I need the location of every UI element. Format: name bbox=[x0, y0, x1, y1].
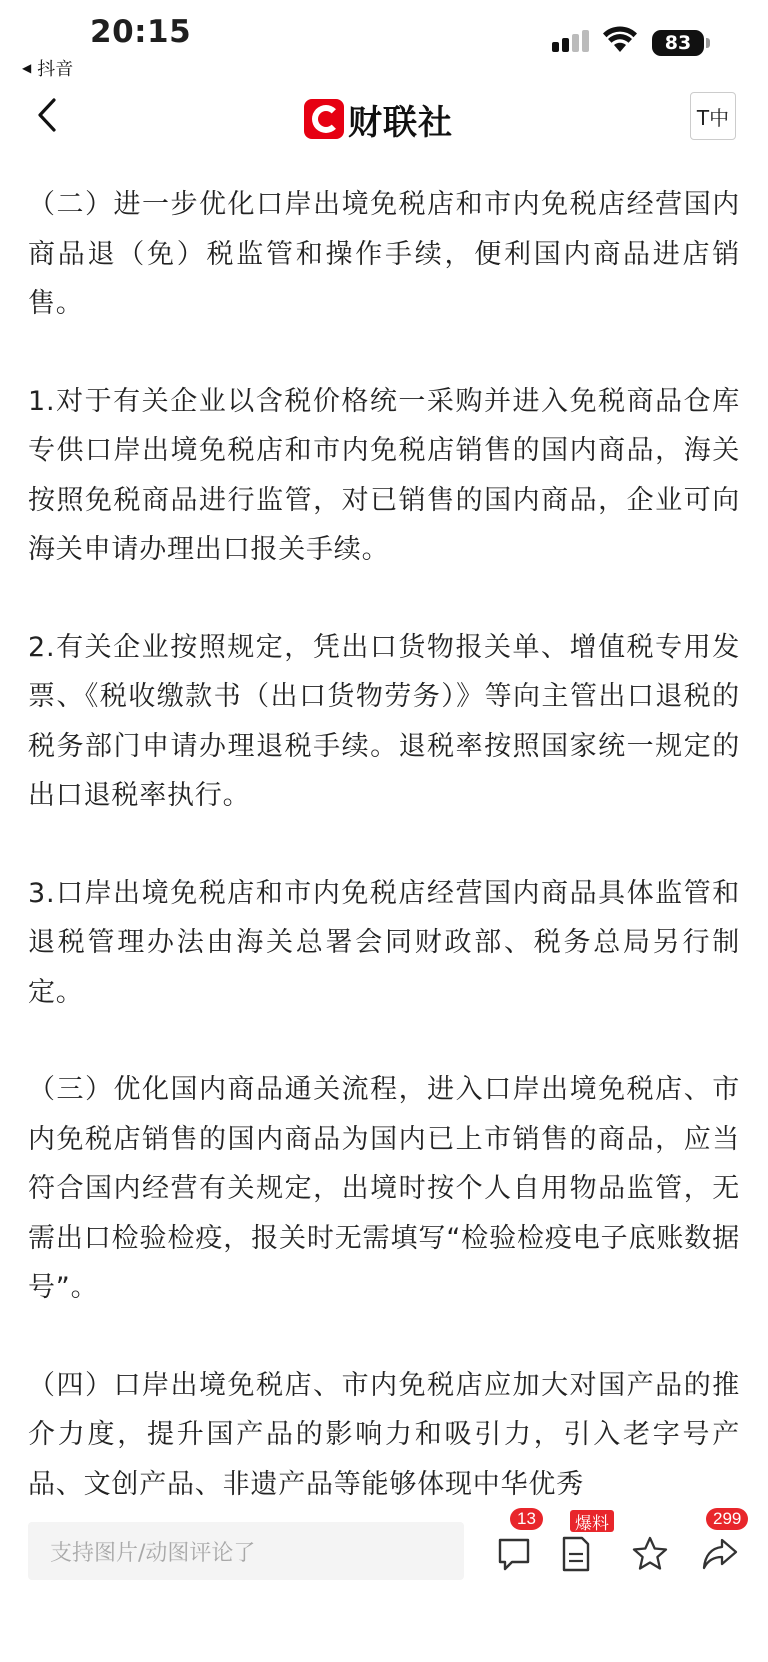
share-count-badge: 299 bbox=[706, 1508, 748, 1530]
logo-text: 财联社 bbox=[348, 102, 453, 143]
back-arrow-icon[interactable] bbox=[34, 96, 64, 134]
font-size-button[interactable]: T中 bbox=[690, 92, 736, 140]
back-to-app-button[interactable] bbox=[22, 55, 73, 81]
article-paragraph: 2.有关企业按照规定，凭出口货物报关单、增值税专用发票、《税收缴款书（出口货物劳务）》等向主管出口退税的税务部门申请办理退税手续。退税率按照国家统一规定的出口退税率执行。 bbox=[28, 631, 740, 811]
article-paragraph: 1.对于有关企业以含税价格统一采购并进入免税商品仓库专供口岸出境免税店和市内免税店销售的国内商品，海关按照免税商品进行监管，对已销售的国内商品，企业可向海关申请办理出口报关手续。 bbox=[28, 385, 740, 565]
wifi-icon bbox=[602, 26, 638, 54]
battery-nub bbox=[706, 38, 710, 48]
comment-icon[interactable] bbox=[494, 1534, 534, 1574]
comment-count-badge: 13 bbox=[510, 1508, 543, 1530]
favorite-star-icon[interactable] bbox=[630, 1534, 670, 1574]
app-logo bbox=[304, 98, 453, 143]
article-paragraph: （四）口岸出境免税店、市内免税店应加大对国产品的推介力度，提升国产品的影响力和吸引力，引入老字号产品、文创产品、非遗产品等能够体现中华优秀 bbox=[28, 1369, 740, 1500]
back-triangle-icon: ◀ bbox=[22, 61, 32, 75]
article-paragraph: （三）优化国内商品通关流程，进入口岸出境免税店、市内免税店销售的国内商品为国内已上市销售的商品，应当符合国内经营有关规定，出境时按个人自用物品监管，无需出口检验检疫，报关时无需填写“检验检疫电子底账数据号”。 bbox=[28, 1074, 740, 1303]
share-icon[interactable] bbox=[700, 1534, 740, 1574]
article-paragraph: （二）进一步优化口岸出境免税店和市内免税店经营国内商品退（免）税监管和操作手续，便利国内商品进店销售。 bbox=[28, 189, 740, 319]
status-time: 20:15 bbox=[90, 14, 192, 50]
comment-input[interactable]: 支持图片/动图评论了 bbox=[28, 1522, 464, 1580]
article-paragraph: 3.口岸出境免税店和市内免税店经营国内商品具体监管和退税管理办法由海关总署会同财政部、税务总局另行制定。 bbox=[28, 877, 740, 1008]
report-badge: 爆料 bbox=[570, 1510, 614, 1532]
battery-indicator: 83 bbox=[652, 30, 704, 56]
report-icon[interactable] bbox=[556, 1534, 596, 1574]
cellular-signal-icon bbox=[552, 30, 592, 54]
article-body bbox=[28, 180, 740, 1557]
back-app-label: 抖音 bbox=[37, 59, 74, 80]
logo-c-icon bbox=[304, 99, 344, 139]
